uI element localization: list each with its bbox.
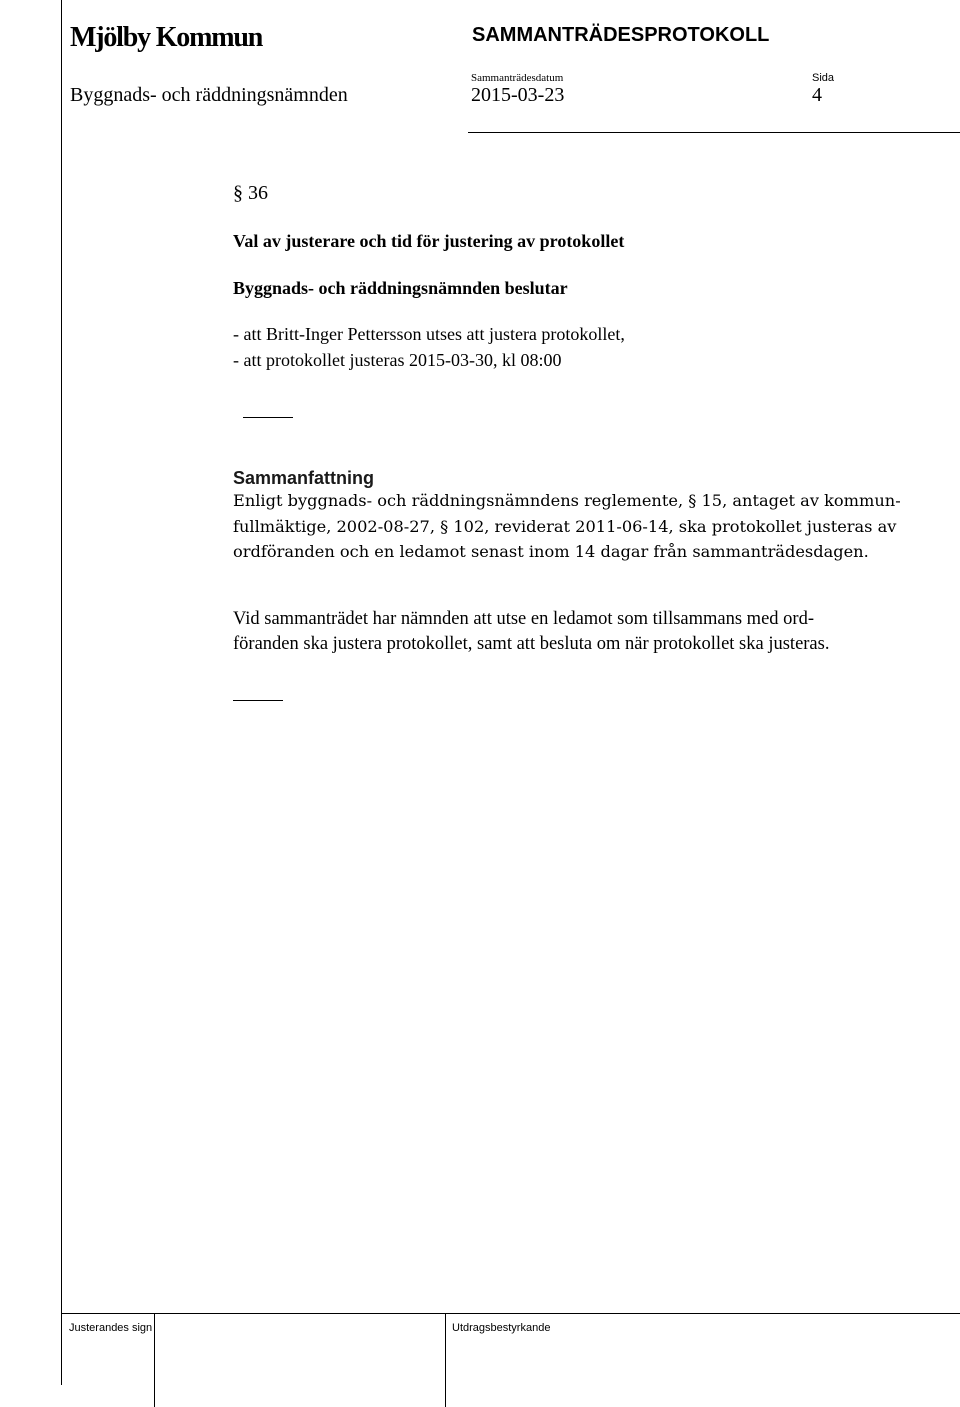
certifier-label: Utdragsbestyrkande xyxy=(452,1322,551,1334)
summary-paragraph-line: föranden ska justera protokollet, samt att besluta om när protokollet ska justeras. xyxy=(233,634,830,654)
committee-name: Byggnads- och räddningsnämnden xyxy=(70,84,348,106)
summary-heading: Sammanfattning xyxy=(233,468,375,488)
summary-line: ordföranden och en ledamot senast inom 14 dagar från sammanträdesdagen. xyxy=(233,542,869,561)
summary-paragraph-line: Vid sammanträdet har nämnden att utse en ledamot som tillsammans med ord- xyxy=(233,609,814,629)
footer-divider-2 xyxy=(445,1313,446,1407)
paragraph-number: § 36 xyxy=(233,182,268,204)
footer-divider-1 xyxy=(154,1313,155,1407)
separator-line xyxy=(233,700,283,701)
header-rule xyxy=(468,132,960,133)
left-margin-line xyxy=(61,0,62,1385)
page-label: Sida xyxy=(812,72,835,84)
decision-heading: Byggnads- och räddningsnämnden beslutar xyxy=(233,278,568,298)
page-number: 4 xyxy=(812,84,822,106)
summary-line: Enligt byggnads- och räddningsnämndens reglemente, § 15, antaget av kommun- xyxy=(233,491,901,510)
signer-label: Justerandes sign xyxy=(69,1322,153,1334)
meeting-date: 2015-03-23 xyxy=(471,84,565,106)
item-title: Val av justerare och tid för justering av protokollet xyxy=(233,231,625,251)
summary-line: fullmäktige, 2002-08-27, § 102, reviderat 2011-06-14, ska protokollet justeras av xyxy=(233,517,897,536)
separator-line xyxy=(243,417,293,418)
decision-line: - att Britt-Inger Pettersson utses att justera protokollet, xyxy=(233,324,625,344)
footer-rule xyxy=(61,1313,960,1314)
organization-name: Mjölby Kommun xyxy=(70,22,263,53)
meeting-date-label: Sammanträdesdatum xyxy=(471,72,564,84)
decision-line: - att protokollet justeras 2015-03-30, kl 08:00 xyxy=(233,350,562,370)
document-title: SAMMANTRÄDESPROTOKOLL xyxy=(472,24,770,46)
